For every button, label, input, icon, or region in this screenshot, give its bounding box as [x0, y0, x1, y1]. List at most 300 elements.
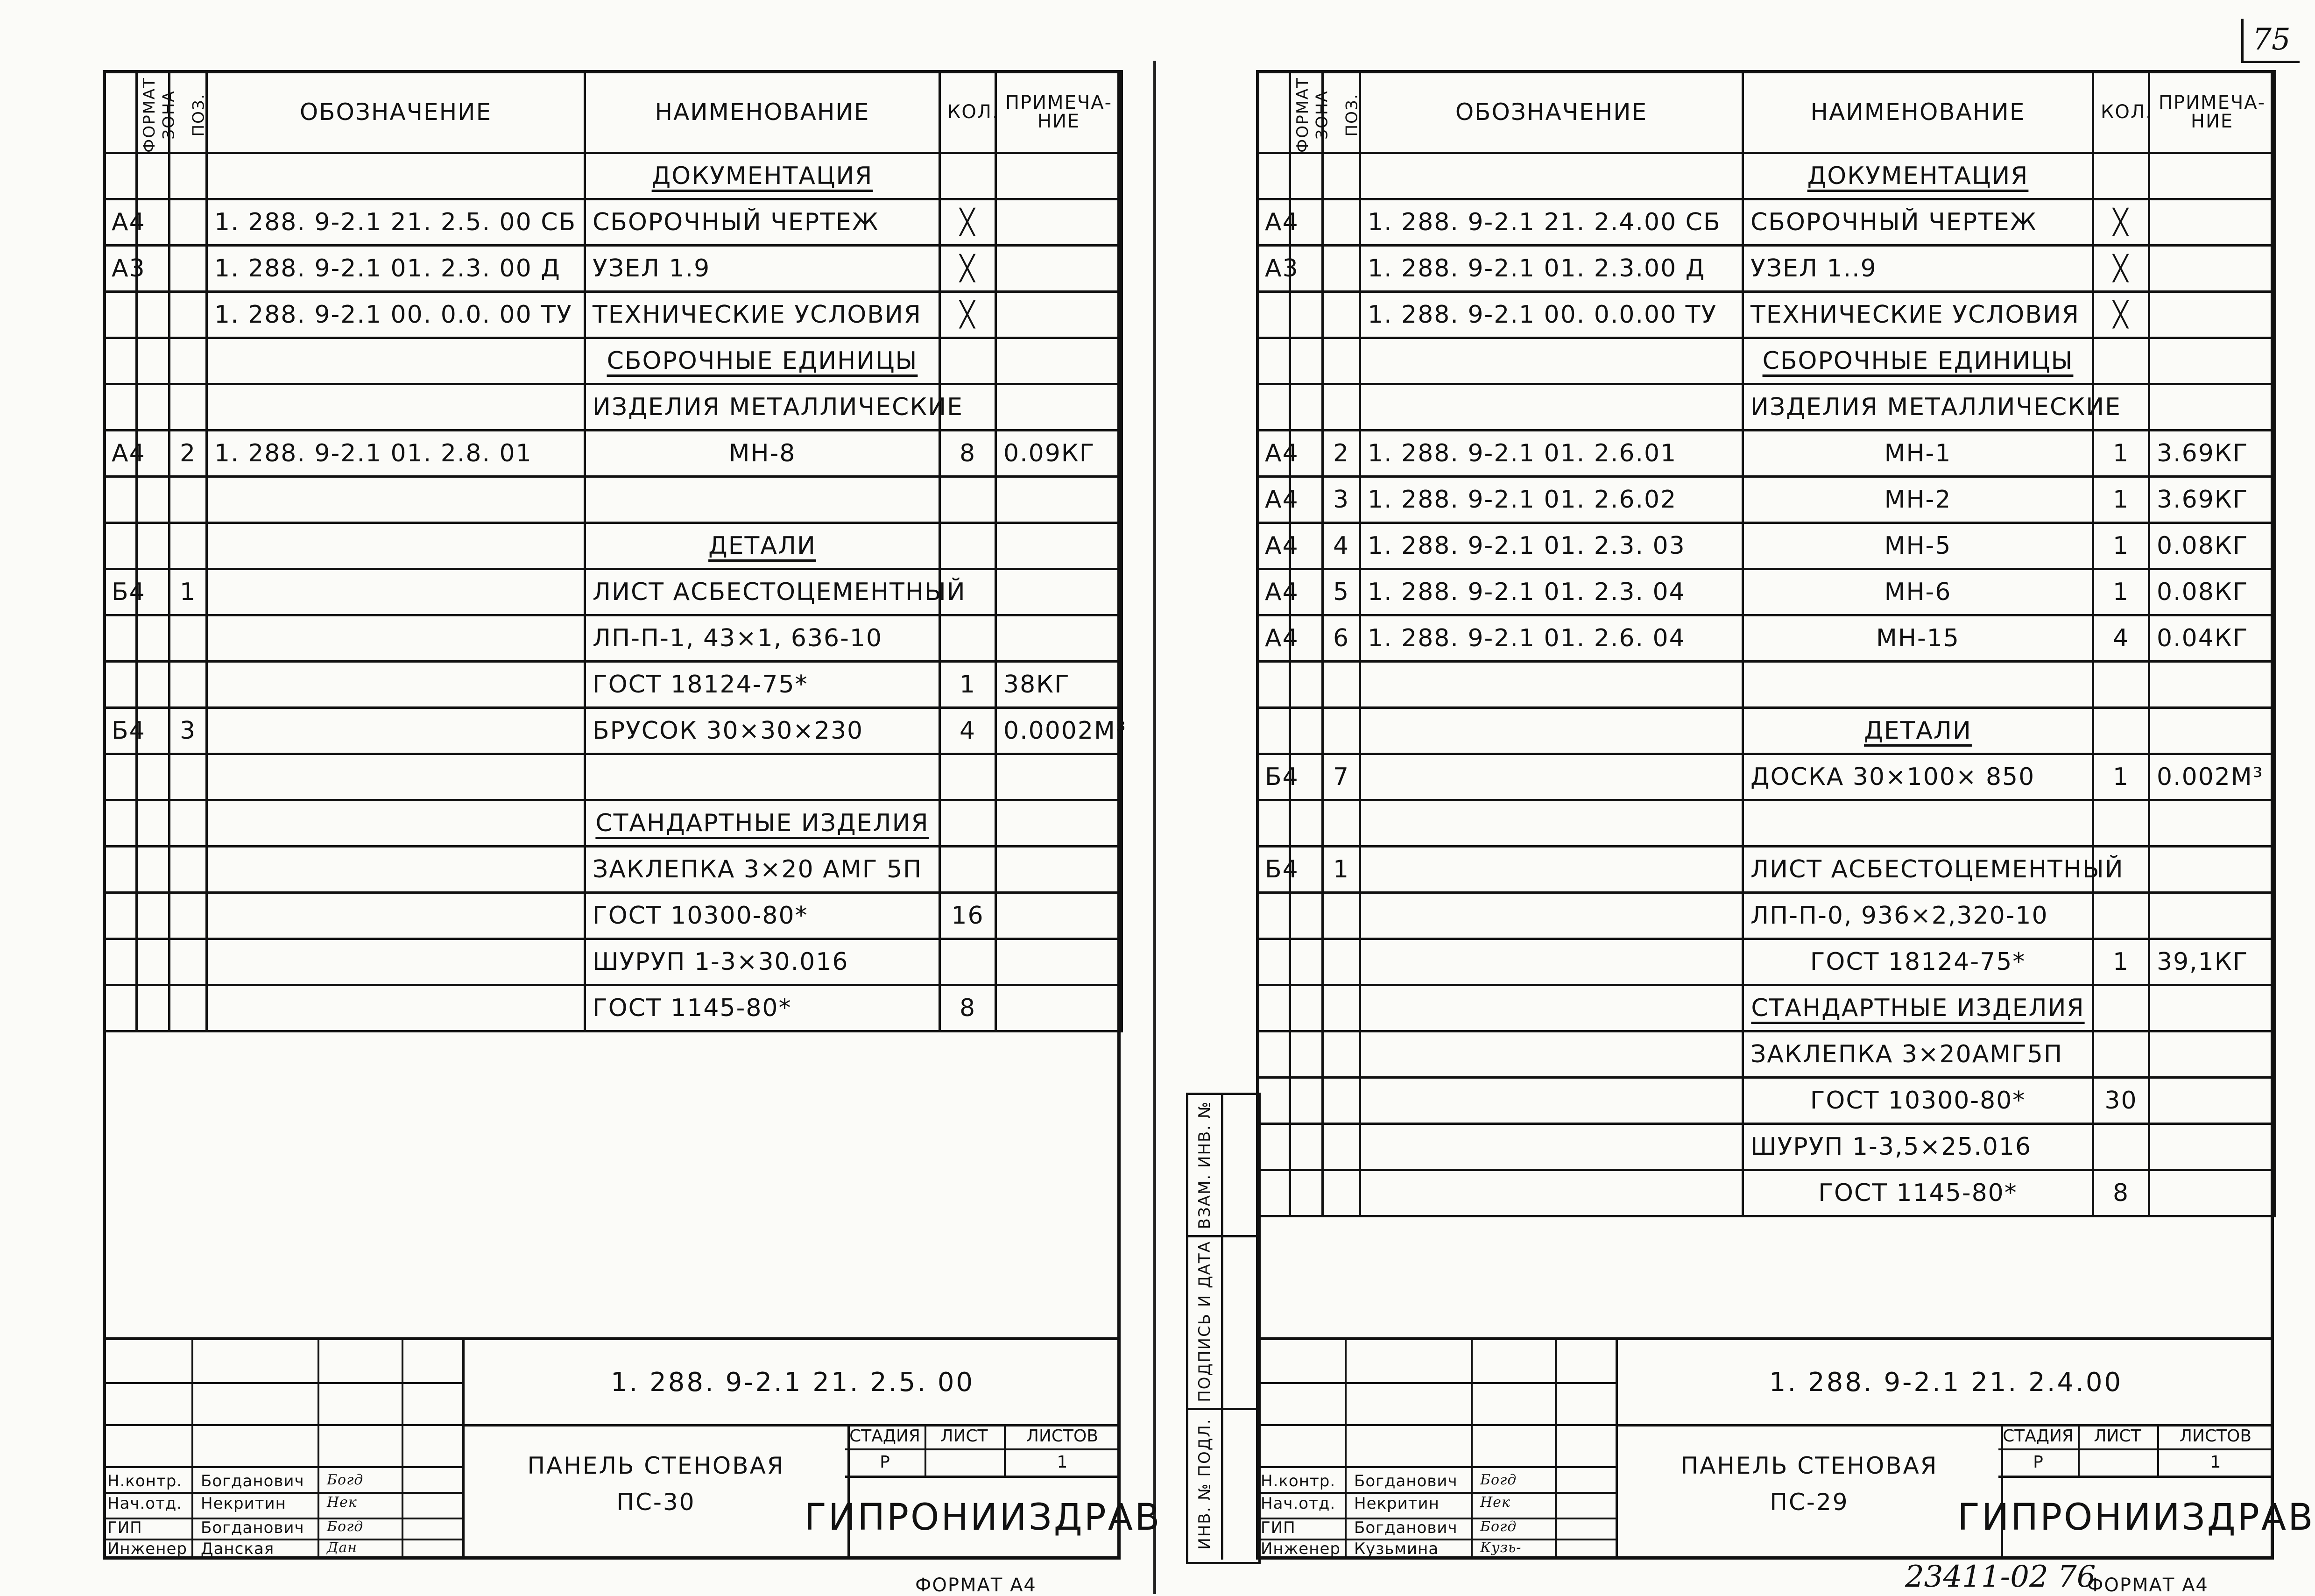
qty-cell	[2093, 153, 2149, 199]
name-cell: ДОКУМЕНТАЦИЯ	[585, 153, 940, 199]
qty-cell	[2093, 662, 2149, 708]
zone-cell	[137, 893, 169, 939]
table-row	[104, 246, 1122, 292]
designation-cell	[1360, 708, 1743, 754]
table-row	[104, 754, 1122, 800]
name-cell	[1743, 800, 2093, 847]
cross-mark: ╳	[940, 292, 996, 338]
designation-cell	[207, 800, 585, 847]
designation-cell: 1. 288. 9-2.1 21. 2.5. 00 СБ	[207, 199, 585, 246]
pos-cell	[1323, 893, 1360, 939]
pos-cell: 7	[1323, 754, 1360, 800]
table-row	[1257, 1078, 2275, 1124]
note-cell	[996, 153, 1122, 199]
pos-cell	[169, 800, 207, 847]
designation-cell	[207, 939, 585, 985]
table-row	[104, 431, 1122, 477]
document-code: 1. 288. 9-2.1 21. 2.5. 00	[462, 1340, 1121, 1427]
inv-zam-cell: ВЗАМ. ИНВ. №	[1188, 1095, 1258, 1237]
table-row	[1257, 662, 2275, 708]
format-cell	[104, 384, 137, 431]
note-cell	[996, 292, 1122, 338]
pos-cell: 1	[169, 569, 207, 615]
sign-date-cell: ПОДПИСЬ И ДАТА	[1188, 1235, 1258, 1410]
qty-cell: 4	[940, 708, 996, 754]
note-cell	[996, 246, 1122, 292]
zone-cell	[137, 338, 169, 384]
stage-header: СТАДИЯ	[1998, 1424, 2078, 1450]
pos-cell	[1323, 985, 1360, 1031]
stage-block	[845, 1424, 1121, 1478]
note-cell: 0.09КГ	[996, 431, 1122, 477]
note-cell	[2149, 893, 2275, 939]
qty-cell: 8	[940, 431, 996, 477]
note-cell	[2149, 662, 2275, 708]
header-row	[104, 71, 1122, 153]
qty-cell	[2093, 800, 2149, 847]
zone-cell	[1290, 708, 1323, 754]
qty-cell	[940, 477, 996, 523]
zone-cell	[1290, 1170, 1323, 1216]
zone-cell	[137, 847, 169, 893]
organization-name: ГИПРОНИИЗДРАВ	[1957, 1497, 2315, 1539]
note-cell	[996, 477, 1122, 523]
table-row	[1257, 1031, 2275, 1078]
product-title	[1616, 1424, 2003, 1560]
name-cell: ДЕТАЛИ	[585, 523, 940, 569]
format-cell: Б4	[1257, 754, 1290, 800]
qty-cell: 1	[2093, 939, 2149, 985]
note-cell	[996, 199, 1122, 246]
note-cell	[996, 800, 1122, 847]
pos-cell	[169, 199, 207, 246]
format-cell	[104, 985, 137, 1031]
qty-cell	[940, 939, 996, 985]
format-cell	[1257, 800, 1290, 847]
name-cell: ДОКУМЕНТАЦИЯ	[1743, 153, 2093, 199]
name-cell: СТАНДАРТНЫЕ ИЗДЕЛИЯ	[585, 800, 940, 847]
name-cell: МН-2	[1743, 477, 2093, 523]
qty-cell: 4	[2093, 615, 2149, 662]
staff-row: Нач.отд. Некритин Нек	[1261, 1494, 1510, 1513]
pos-cell	[169, 338, 207, 384]
designation-cell	[207, 523, 585, 569]
col-note: ПРИМЕЧА-НИЕ	[996, 71, 1122, 153]
pos-cell	[169, 523, 207, 569]
format-cell	[104, 754, 137, 800]
table-row	[1257, 1124, 2275, 1170]
name-cell: ИЗДЕЛИЯ МЕТАЛЛИЧЕСКИЕ	[1743, 384, 2093, 431]
designation-cell	[1360, 1170, 1743, 1216]
designation-cell: 1. 288. 9-2.1 01. 2.8. 01	[207, 431, 585, 477]
qty-cell	[2093, 1031, 2149, 1078]
col-name: НАИМЕНОВАНИЕ	[585, 71, 940, 153]
format-cell	[104, 477, 137, 523]
pos-cell	[169, 893, 207, 939]
qty-cell: 1	[2093, 431, 2149, 477]
designation-cell: 1. 288. 9-2.1 01. 2.3. 00 Д	[207, 246, 585, 292]
format-cell: А4	[1257, 199, 1290, 246]
product-mark: ПС-29	[1770, 1489, 1849, 1516]
format-label: ФОРМАТ А4	[915, 1575, 1037, 1596]
staff-row: Инженер Кузьмина Кузь-	[1261, 1540, 1522, 1558]
note-cell	[2149, 246, 2275, 292]
product-title	[462, 1424, 850, 1560]
format-cell	[1257, 338, 1290, 384]
format-cell	[1257, 384, 1290, 431]
col-designation: ОБОЗНАЧЕНИЕ	[1360, 71, 1743, 153]
zone-cell	[1290, 985, 1323, 1031]
zone-cell	[137, 153, 169, 199]
note-cell	[996, 985, 1122, 1031]
designation-cell	[207, 847, 585, 893]
note-cell	[2149, 153, 2275, 199]
qty-cell	[940, 615, 996, 662]
format-cell: Б4	[104, 569, 137, 615]
format-cell	[1257, 153, 1290, 199]
qty-cell	[2093, 893, 2149, 939]
format-cell: Б4	[104, 708, 137, 754]
pos-cell	[1323, 1078, 1360, 1124]
qty-cell: 1	[940, 662, 996, 708]
qty-cell: 30	[2093, 1078, 2149, 1124]
table-row	[104, 800, 1122, 847]
cross-mark: ╳	[2093, 199, 2149, 246]
name-cell: МН-1	[1743, 431, 2093, 477]
name-cell: ЗАКЛЕПКА 3×20АМГ5П	[1743, 1031, 2093, 1078]
note-cell	[2149, 1170, 2275, 1216]
spec-table-right	[1256, 70, 2276, 1217]
note-cell	[2149, 847, 2275, 893]
qty-cell: 16	[940, 893, 996, 939]
cross-mark: ╳	[940, 246, 996, 292]
note-cell: 0.08КГ	[2149, 569, 2275, 615]
zone-cell	[137, 939, 169, 985]
qty-cell: 1	[2093, 523, 2149, 569]
table-row	[104, 893, 1122, 939]
pos-cell	[1323, 384, 1360, 431]
col-zone: ЗОНА	[137, 71, 169, 153]
stage-block	[1998, 1424, 2274, 1478]
name-cell: ТЕХНИЧЕСКИЕ УСЛОВИЯ	[585, 292, 940, 338]
pos-cell	[1323, 1031, 1360, 1078]
qty-cell	[940, 847, 996, 893]
name-cell: ЗАКЛЕПКА 3×20 АМГ 5П	[585, 847, 940, 893]
designation-cell	[1360, 847, 1743, 893]
note-cell	[2149, 338, 2275, 384]
table-row	[1257, 939, 2275, 985]
pos-cell	[1323, 662, 1360, 708]
table-row	[104, 662, 1122, 708]
note-cell	[2149, 384, 2275, 431]
qty-cell	[2093, 338, 2149, 384]
pos-cell	[169, 246, 207, 292]
organization-name: ГИПРОНИИЗДРАВ	[804, 1497, 1162, 1539]
table-row	[104, 338, 1122, 384]
designation-cell: 1. 288. 9-2.1 01. 2.6.02	[1360, 477, 1743, 523]
staff-row: Нач.отд. Некритин Нек	[107, 1494, 357, 1513]
name-cell: ЛП-П-0, 936×2,320-10	[1743, 893, 2093, 939]
note-cell	[996, 754, 1122, 800]
stage-value: Р	[880, 1453, 890, 1472]
note-cell: 3.69КГ	[2149, 431, 2275, 477]
format-cell: А3	[104, 246, 137, 292]
sheet-divider	[1153, 61, 1156, 1594]
stage-value: Р	[2033, 1453, 2043, 1472]
col-pos: ПОЗ.	[169, 71, 207, 153]
note-cell	[996, 384, 1122, 431]
zone-cell	[1290, 384, 1323, 431]
note-cell	[2149, 985, 2275, 1031]
col-qty: КОЛ.	[2093, 71, 2149, 153]
pos-cell	[169, 384, 207, 431]
zone-cell	[1290, 939, 1323, 985]
format-label: ФОРМАТ А4	[2087, 1575, 2209, 1596]
format-cell	[104, 939, 137, 985]
zone-cell	[1290, 800, 1323, 847]
note-cell: 3.69КГ	[2149, 477, 2275, 523]
document-code: 1. 288. 9-2.1 21. 2.4.00	[1616, 1340, 2274, 1427]
table-row	[104, 939, 1122, 985]
note-cell: 0.08КГ	[2149, 523, 2275, 569]
table-row	[1257, 754, 2275, 800]
designation-cell: 1. 288. 9-2.1 01. 2.3. 03	[1360, 523, 1743, 569]
staff-row: Н.контр. Богданович Богд	[1261, 1472, 1517, 1490]
designation-cell	[1360, 1078, 1743, 1124]
zone-cell	[137, 615, 169, 662]
table-row	[104, 153, 1122, 199]
format-cell: А4	[104, 199, 137, 246]
name-cell: ГОСТ 1145-80*	[1743, 1170, 2093, 1216]
sheets-header: ЛИСТОВ	[2157, 1424, 2274, 1450]
table-row	[1257, 569, 2275, 615]
table-row	[1257, 800, 2275, 847]
qty-cell: 1	[2093, 477, 2149, 523]
pos-cell	[1323, 199, 1360, 246]
name-cell: ГОСТ 10300-80*	[585, 893, 940, 939]
table-row	[1257, 384, 2275, 431]
designation-cell	[1360, 384, 1743, 431]
format-cell: А4	[104, 431, 137, 477]
col-designation: ОБОЗНАЧЕНИЕ	[207, 71, 585, 153]
name-cell: УЗЕЛ 1..9	[1743, 246, 2093, 292]
format-cell	[1257, 662, 1290, 708]
signature: Богд	[327, 1518, 364, 1535]
table-row	[1257, 246, 2275, 292]
format-cell	[1257, 1031, 1290, 1078]
table-row	[104, 569, 1122, 615]
pos-cell: 3	[169, 708, 207, 754]
zone-cell	[137, 292, 169, 338]
format-cell	[1257, 708, 1290, 754]
zone-cell	[137, 477, 169, 523]
format-cell	[104, 662, 137, 708]
designation-cell	[1360, 1031, 1743, 1078]
designation-cell	[207, 754, 585, 800]
table-row	[1257, 615, 2275, 662]
name-cell: БРУСОК 30×30×230	[585, 708, 940, 754]
pos-cell	[1323, 800, 1360, 847]
zone-cell	[1290, 1124, 1323, 1170]
designation-cell	[1360, 939, 1743, 985]
pos-cell	[1323, 292, 1360, 338]
note-cell	[996, 893, 1122, 939]
qty-cell: 1	[2093, 569, 2149, 615]
table-row	[1257, 199, 2275, 246]
name-cell: ГОСТ 18124-75*	[585, 662, 940, 708]
signature: Богд	[327, 1472, 364, 1488]
designation-cell: 1. 288. 9-2.1 21. 2.4.00 СБ	[1360, 199, 1743, 246]
signature-grid	[103, 1340, 462, 1560]
format-cell	[1257, 1078, 1290, 1124]
qty-cell: 1	[2093, 754, 2149, 800]
pos-cell	[1323, 153, 1360, 199]
format-cell	[1257, 1124, 1290, 1170]
staff-row: Инженер Данская Дан	[107, 1540, 358, 1558]
cross-mark: ╳	[2093, 292, 2149, 338]
col-format: ФОРМАТ	[104, 71, 137, 153]
table-row	[1257, 847, 2275, 893]
spec-table-left	[103, 70, 1127, 1032]
name-cell: УЗЕЛ 1.9	[585, 246, 940, 292]
pos-cell: 5	[1323, 569, 1360, 615]
name-cell: ЛИСТ АСБЕСТОЦЕМЕНТНЫЙ	[585, 569, 940, 615]
table-row	[1257, 1170, 2275, 1216]
table-row	[1257, 985, 2275, 1031]
sheets-header: ЛИСТОВ	[1004, 1424, 1121, 1450]
col-zone: ЗОНА	[1290, 71, 1323, 153]
name-cell: СБОРОЧНЫЙ ЧЕРТЕЖ	[585, 199, 940, 246]
name-cell: ТЕХНИЧЕСКИЕ УСЛОВИЯ	[1743, 292, 2093, 338]
pos-cell	[169, 939, 207, 985]
inv-podl-cell: ИНВ. № ПОДЛ.	[1188, 1408, 1258, 1560]
name-cell: ШУРУП 1-3,5×25.016	[1743, 1124, 2093, 1170]
signature: Богд	[1480, 1518, 1517, 1535]
table-row	[1257, 523, 2275, 569]
zone-cell	[1290, 662, 1323, 708]
page-number: 75	[2241, 19, 2300, 63]
spec-sheet-left	[103, 70, 1162, 1560]
note-cell	[996, 615, 1122, 662]
format-cell: А4	[1257, 615, 1290, 662]
pos-cell: 1	[1323, 847, 1360, 893]
name-cell: ДЕТАЛИ	[1743, 708, 2093, 754]
format-cell	[104, 893, 137, 939]
sheet-header: ЛИСТ	[925, 1424, 1004, 1450]
format-cell	[104, 615, 137, 662]
pos-cell	[1323, 708, 1360, 754]
pos-cell: 6	[1323, 615, 1360, 662]
format-cell	[1257, 939, 1290, 985]
format-cell	[104, 153, 137, 199]
qty-cell	[940, 523, 996, 569]
note-cell	[2149, 1078, 2275, 1124]
designation-cell	[1360, 153, 1743, 199]
note-cell: 39,1КГ	[2149, 939, 2275, 985]
pos-cell	[169, 477, 207, 523]
table-row	[1257, 431, 2275, 477]
note-cell: 0.0002М³	[996, 708, 1122, 754]
zone-cell	[1290, 153, 1323, 199]
name-cell: СБОРОЧНЫЕ ЕДИНИЦЫ	[1743, 338, 2093, 384]
sheets-value: 1	[2210, 1453, 2221, 1472]
col-pos: ПОЗ.	[1323, 71, 1360, 153]
note-cell	[2149, 1031, 2275, 1078]
name-cell: ИЗДЕЛИЯ МЕТАЛЛИЧЕСКИЕ	[585, 384, 940, 431]
format-cell: А4	[1257, 569, 1290, 615]
table-row	[104, 199, 1122, 246]
format-cell	[104, 292, 137, 338]
signature: Кузь-	[1480, 1540, 1522, 1556]
pos-cell: 2	[169, 431, 207, 477]
name-cell: ЛП-П-1, 43×1, 636-10	[585, 615, 940, 662]
name-cell: ГОСТ 10300-80*	[1743, 1078, 2093, 1124]
pos-cell: 2	[1323, 431, 1360, 477]
format-cell: А3	[1257, 246, 1290, 292]
format-cell: А4	[1257, 477, 1290, 523]
zone-cell	[1290, 1078, 1323, 1124]
note-cell	[2149, 1124, 2275, 1170]
table-row	[104, 477, 1122, 523]
designation-cell	[1360, 338, 1743, 384]
signature: Дан	[327, 1540, 358, 1556]
designation-cell: 1. 288. 9-2.1 01. 2.6.01	[1360, 431, 1743, 477]
zone-cell	[137, 384, 169, 431]
pos-cell	[1323, 1170, 1360, 1216]
table-row	[1257, 893, 2275, 939]
staff-row: ГИП Богданович Богд	[107, 1518, 364, 1537]
designation-cell: 1. 288. 9-2.1 01. 2.3. 04	[1360, 569, 1743, 615]
note-cell	[996, 338, 1122, 384]
format-cell	[1257, 292, 1290, 338]
designation-cell	[207, 893, 585, 939]
format-cell: А4	[1257, 523, 1290, 569]
zone-cell	[137, 523, 169, 569]
designation-cell	[1360, 662, 1743, 708]
qty-cell	[940, 800, 996, 847]
qty-cell	[2093, 1124, 2149, 1170]
col-name: НАИМЕНОВАНИЕ	[1743, 71, 2093, 153]
name-cell: ШУРУП 1-3×30.016	[585, 939, 940, 985]
format-cell	[1257, 1170, 1290, 1216]
pos-cell	[169, 662, 207, 708]
sheet-header: ЛИСТ	[2078, 1424, 2157, 1450]
format-cell	[1257, 985, 1290, 1031]
pos-cell	[1323, 338, 1360, 384]
pos-cell	[1323, 246, 1360, 292]
format-cell: Б4	[1257, 847, 1290, 893]
designation-cell	[207, 708, 585, 754]
qty-cell	[2093, 985, 2149, 1031]
header-row	[1257, 71, 2275, 153]
product-name: ПАНЕЛЬ СТЕНОВАЯ	[527, 1452, 785, 1479]
pos-cell	[169, 754, 207, 800]
pos-cell	[169, 153, 207, 199]
designation-cell	[207, 569, 585, 615]
zone-cell	[1290, 893, 1323, 939]
pos-cell	[169, 615, 207, 662]
name-cell: МН-5	[1743, 523, 2093, 569]
note-cell	[996, 939, 1122, 985]
col-note: ПРИМЕЧА-НИЕ	[2149, 71, 2275, 153]
format-cell: А4	[1257, 431, 1290, 477]
table-row	[104, 847, 1122, 893]
name-cell: ГОСТ 1145-80*	[585, 985, 940, 1031]
staff-row: Н.контр. Богданович Богд	[107, 1472, 364, 1490]
designation-cell	[207, 153, 585, 199]
note-cell	[2149, 800, 2275, 847]
note-cell: 0.04КГ	[2149, 615, 2275, 662]
